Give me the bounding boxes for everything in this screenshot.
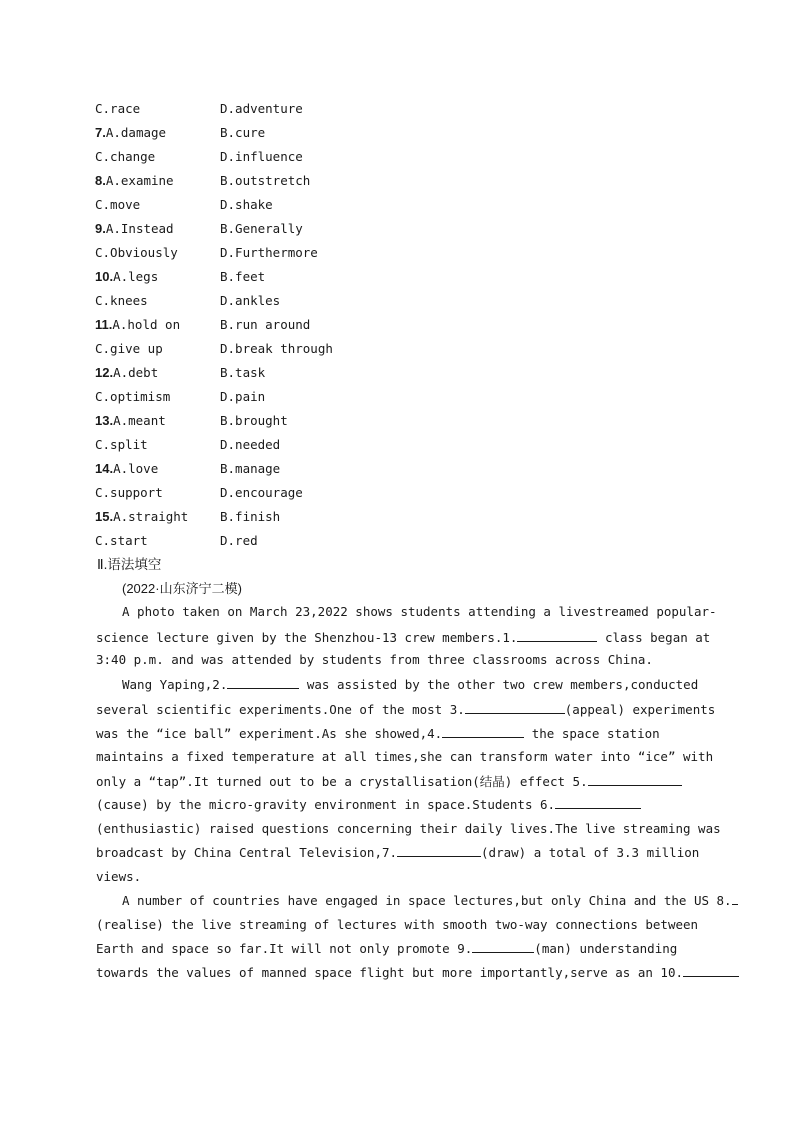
blank-5[interactable] <box>588 771 682 786</box>
blank-8[interactable] <box>732 890 738 905</box>
option-left[interactable] <box>95 241 178 265</box>
option-right[interactable]: B.Generally <box>220 221 303 236</box>
option-text: C.give up <box>95 341 163 356</box>
option-right[interactable]: D.influence <box>220 149 303 164</box>
passage-line: 3:40 p.m. and was attended by students from three classrooms across China. <box>96 652 653 667</box>
option-left[interactable] <box>95 193 140 217</box>
question-number: 8. <box>95 173 106 188</box>
blank-6[interactable] <box>555 794 641 809</box>
option-text: C.knees <box>95 293 148 308</box>
option-right[interactable]: D.Furthermore <box>220 245 318 260</box>
option-text: C.start <box>95 533 148 548</box>
passage-line: (realise) the live streaming of lectures with smooth two-way connections between <box>96 917 699 932</box>
passage-line: (enthusiastic) raised questions concerning their daily lives.The live streaming was <box>96 821 721 836</box>
question-number: 9. <box>95 221 106 236</box>
option-left[interactable] <box>95 457 158 481</box>
passage-line: several scientific experiments.One of the most 3. (appeal) experiments <box>96 698 698 722</box>
option-text: A.debt <box>113 365 159 380</box>
option-right[interactable]: B.finish <box>220 509 281 524</box>
option-text: A.hold on <box>112 317 181 332</box>
option-text: A.meant <box>113 413 166 428</box>
section-heading: Ⅱ.语法填空 <box>97 557 162 572</box>
option-left[interactable] <box>95 289 148 313</box>
option-left[interactable] <box>95 433 148 457</box>
option-right[interactable]: D.pain <box>220 389 266 404</box>
option-right[interactable]: B.run around <box>220 317 311 332</box>
blank-9[interactable] <box>472 938 534 953</box>
question-number: 7. <box>95 125 106 140</box>
option-right[interactable]: D.red <box>220 533 258 548</box>
option-right[interactable]: D.shake <box>220 197 273 212</box>
passage-line: A number of countries have engaged in space lectures,but only China and the US 8. <box>122 889 702 913</box>
source-note: (2022·山东济宁二模) <box>122 581 242 596</box>
option-left[interactable] <box>95 97 140 121</box>
option-left[interactable] <box>95 265 158 289</box>
blank-1[interactable] <box>517 627 597 642</box>
option-right[interactable]: B.cure <box>220 125 266 140</box>
passage-line: (cause) by the micro-gravity environment in space.Students 6. <box>96 793 698 817</box>
passage-line: broadcast by China Central Television,7. (draw) a total of 3.3 million <box>96 841 698 865</box>
option-right[interactable]: D.ankles <box>220 293 281 308</box>
option-right[interactable]: D.adventure <box>220 101 303 116</box>
option-left[interactable] <box>95 313 180 337</box>
option-left[interactable] <box>95 529 148 553</box>
passage-line: Wang Yaping,2. was assisted by the other two crew members,conducted <box>122 673 662 697</box>
option-right[interactable]: B.brought <box>220 413 288 428</box>
blank-4[interactable] <box>442 723 524 738</box>
option-right[interactable]: B.feet <box>220 269 266 284</box>
option-left[interactable] <box>95 409 166 433</box>
blank-3[interactable] <box>465 699 565 714</box>
option-right[interactable]: B.outstretch <box>220 173 311 188</box>
option-text: C.Obviously <box>95 245 178 260</box>
passage-line: views. <box>96 869 142 884</box>
passage-line: Earth and space so far.It will not only promote 9. (man) understanding <box>96 937 698 961</box>
option-left[interactable] <box>95 481 163 505</box>
option-left[interactable] <box>95 361 158 385</box>
option-left[interactable] <box>95 385 170 409</box>
option-right[interactable]: D.encourage <box>220 485 303 500</box>
option-text: A.legs <box>113 269 159 284</box>
option-text: A.examine <box>105 173 174 188</box>
option-text: C.change <box>95 149 156 164</box>
option-text: A.Instead <box>105 221 174 236</box>
question-number: 11. <box>95 317 113 332</box>
question-number: 14. <box>95 461 114 476</box>
option-text: C.optimism <box>95 389 171 404</box>
option-text: C.move <box>95 197 141 212</box>
option-left[interactable] <box>95 121 166 145</box>
option-text: C.support <box>95 485 163 500</box>
option-left[interactable] <box>95 217 174 241</box>
passage-line: A photo taken on March 23,2022 shows students attending a livestreamed popular- <box>122 604 717 619</box>
option-text: A.love <box>113 461 159 476</box>
option-text: A.damage <box>105 125 167 140</box>
option-right[interactable]: B.manage <box>220 461 281 476</box>
option-text: A.straight <box>113 509 189 524</box>
option-left[interactable] <box>95 169 174 193</box>
blank-10[interactable] <box>683 962 739 977</box>
passage-line: science lecture given by the Shenzhou-13 crew members.1. class began at <box>96 626 698 650</box>
blank-2[interactable] <box>227 674 299 689</box>
question-number: 15. <box>95 509 114 524</box>
option-text: C.race <box>95 101 141 116</box>
passage-line: maintains a fixed temperature at all times,she can transform water into “ice” with <box>96 749 714 764</box>
passage-line: was the “ice ball” experiment.As she showed,4. the space station <box>96 722 698 746</box>
option-left[interactable] <box>95 505 188 529</box>
passage-line: only a “tap”.It turned out to be a crystallisation(结晶) effect 5. <box>96 770 698 794</box>
option-right[interactable]: B.task <box>220 365 266 380</box>
option-right[interactable]: D.break through <box>220 341 333 356</box>
question-number: 13. <box>95 413 114 428</box>
option-left[interactable] <box>95 145 155 169</box>
passage-line: towards the values of manned space flight but more importantly,serve as an 10. <box>96 961 698 985</box>
question-number: 10. <box>95 269 114 284</box>
option-left[interactable] <box>95 337 163 361</box>
option-right[interactable]: D.needed <box>220 437 281 452</box>
option-text: C.split <box>95 437 148 452</box>
blank-7[interactable] <box>397 842 481 857</box>
question-number: 12. <box>95 365 114 380</box>
